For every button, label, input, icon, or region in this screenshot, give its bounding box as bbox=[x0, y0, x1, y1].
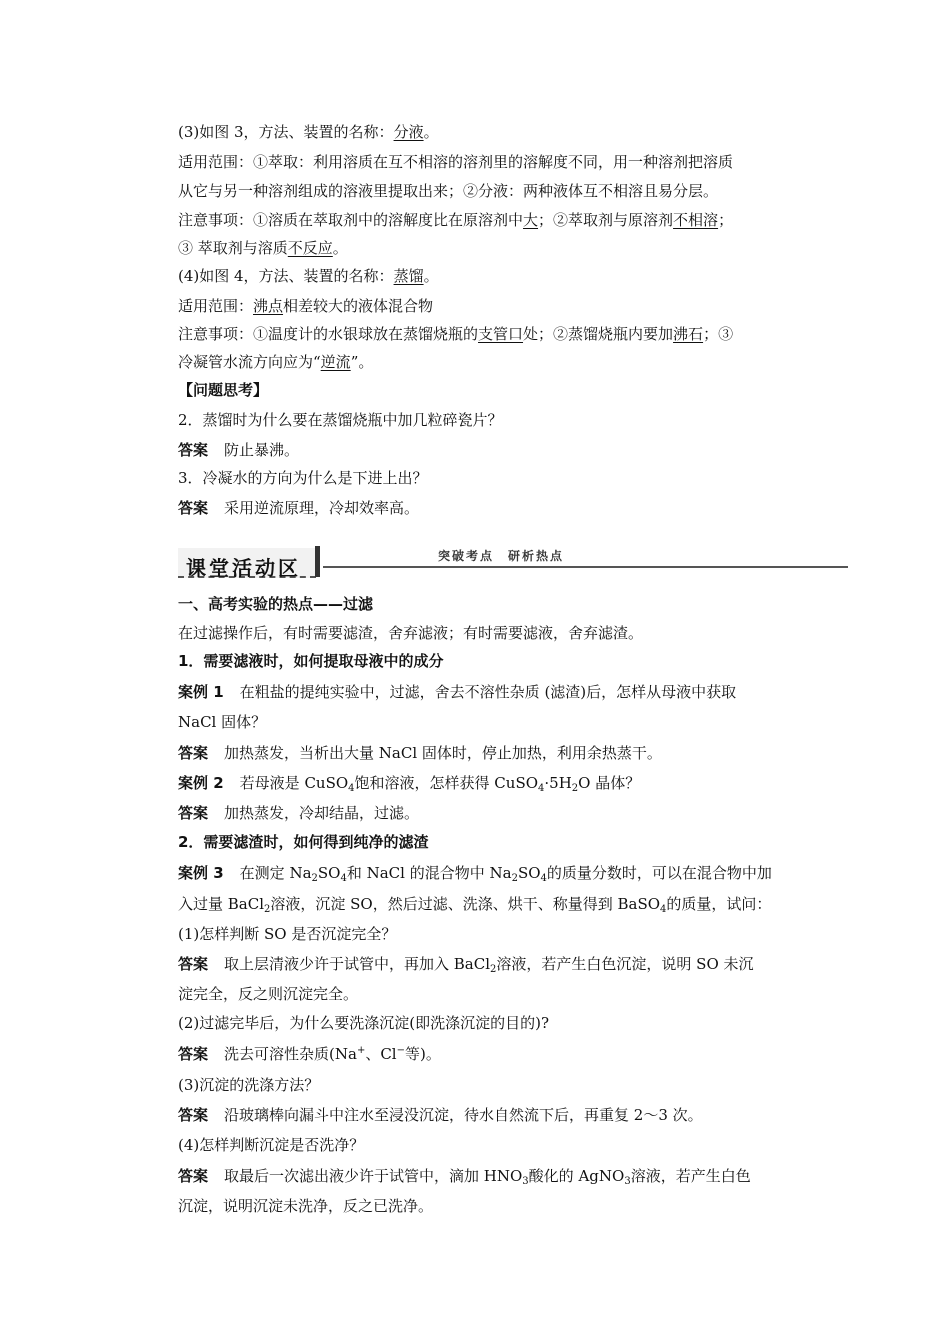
answer-2: 答案 防止暴沸。 bbox=[178, 441, 300, 459]
case-3-line-1: 案例 3 在测定 $Na_2SO_4$和 NaCl 的混合物中 $Na_2SO_4$的质量分数时，可以在混合物中加 bbox=[178, 864, 772, 884]
subsection-2-heading: 2．需要滤渣时，如何得到纯净的滤渣 bbox=[178, 833, 429, 851]
method-3-line: (3)如图 3，方法、装置的名称：分液。 bbox=[178, 123, 439, 141]
section-intro: 在过滤操作后，有时需要滤渣，舍弃滤液；有时需要滤液，舍弃滤渣。 bbox=[178, 624, 644, 642]
question-heading: 【问题思考】 bbox=[178, 381, 269, 399]
banner-title: 课堂活动区 bbox=[186, 556, 301, 580]
case-1-line-2: NaCl 固体？ bbox=[178, 713, 267, 731]
sub-answer-4-line-1: 答案 取最后一次滤出液少许于试管中，滴加 $HNO_3$酸化的 AgNO$_3$溶液，若产生白色 bbox=[178, 1167, 751, 1187]
sub-answer-2: 答案 洗去可溶性杂质(Na+、Cl−等)。 bbox=[178, 1045, 441, 1063]
section-heading: 一、高考实验的热点——过滤 bbox=[178, 595, 374, 613]
notes-4-line-2: 冷凝管水流方向应为“逆流”。 bbox=[178, 353, 374, 371]
section-banner bbox=[178, 545, 850, 581]
scope-line-2: 从它与另一种溶剂组成的溶液里提取出来；②分液：两种液体互不相溶且易分层。 bbox=[178, 182, 719, 200]
case-1-answer: 答案 加热蒸发，当析出大量 NaCl 固体时，停止加热，利用余热蒸干。 bbox=[178, 744, 662, 762]
case-2-line: 案例 2 若母液是 CuSO$_4$饱和溶液，怎样获得 $CuSO_4\cdot 5H_2O$ 晶体？ bbox=[178, 774, 641, 794]
subsection-1-heading: 1．需要滤液时，如何提取母液中的成分 bbox=[178, 652, 444, 670]
sub-answer-1-line-1: 答案 取上层清液少许于试管中，再加入 BaCl$_2$溶液，若产生白色沉淀，说明 SO 未沉 bbox=[178, 955, 754, 975]
scope-4-line: 适用范围：沸点相差较大的液体混合物 bbox=[178, 297, 434, 315]
case-1-line-1: 案例 1 在粗盐的提纯实验中，过滤，舍去不溶性杂质 (滤渣)后，怎样从母液中获取 bbox=[178, 683, 737, 701]
banner-divider bbox=[315, 546, 320, 577]
notes-line-2: ③ 萃取剂与溶质不反应。 bbox=[178, 239, 348, 257]
notes-4-line-1: 注意事项：①温度计的水银球放在蒸馏烧瓶的支管口处；②蒸馏烧瓶内要加沸石；③ bbox=[178, 325, 734, 343]
question-2: 2．蒸馏时为什么要在蒸馏烧瓶中加几粒碎瓷片？ bbox=[178, 411, 503, 429]
sub-answer-3: 答案 沿玻璃棒向漏斗中注水至浸没沉淀，待水自然流下后，再重复 2～3 次。 bbox=[178, 1106, 703, 1124]
answer-3: 答案 采用逆流原理，冷却效率高。 bbox=[178, 499, 420, 517]
banner-rule bbox=[323, 566, 848, 568]
scope-line-1: 适用范围：①萃取：利用溶质在互不相溶的溶剂里的溶解度不同，用一种溶剂把溶质 bbox=[178, 153, 734, 171]
case-3-line-2: 入过量 BaCl$_2$溶液，沉淀 SO，然后过滤、洗涤、烘干、称量得到 BaSO$_4$的质量，试问： bbox=[178, 895, 772, 915]
method-4-line: (4)如图 4，方法、装置的名称：蒸馏。 bbox=[178, 267, 439, 285]
sub-question-4: (4)怎样判断沉淀是否洗净？ bbox=[178, 1136, 365, 1154]
sub-question-2: (2)过滤完毕后，为什么要洗涤沉淀(即洗涤沉淀的目的)? bbox=[178, 1014, 549, 1032]
sub-answer-1-line-2: 淀完全，反之则沉淀完全。 bbox=[178, 985, 359, 1003]
sub-answer-4-line-2: 沉淀，说明沉淀未洗净，反之已洗净。 bbox=[178, 1197, 434, 1215]
notes-line-1: 注意事项：①溶质在萃取剂中的溶解度比在原溶剂中大；②萃取剂与原溶剂不相溶； bbox=[178, 211, 734, 229]
sub-question-3: (3)沉淀的洗涤方法？ bbox=[178, 1076, 320, 1094]
banner-subtitle: 突破考点 研析热点 bbox=[438, 549, 565, 563]
banner-title-box bbox=[178, 548, 316, 578]
question-3: 3．冷凝水的方向为什么是下进上出？ bbox=[178, 469, 428, 487]
sub-question-1: (1)怎样判断 SO 是否沉淀完全？ bbox=[178, 925, 397, 943]
case-2-answer: 答案 加热蒸发，冷却结晶，过滤。 bbox=[178, 804, 420, 822]
